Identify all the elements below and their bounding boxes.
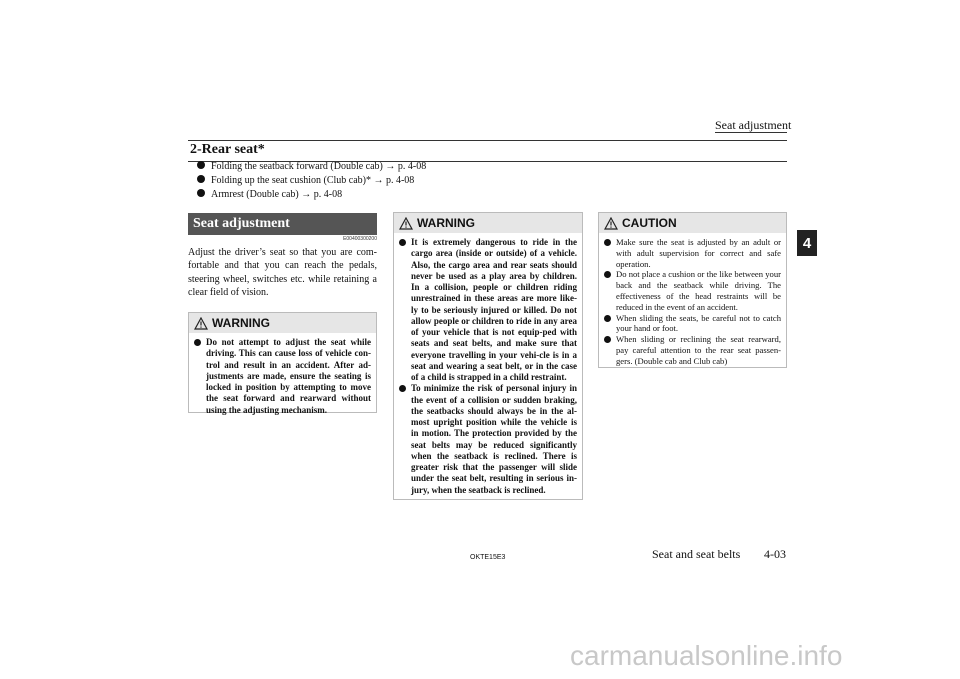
section-heading-text: 2-Rear seat*: [190, 142, 265, 157]
warning-body: [189, 333, 376, 420]
footer-section: Seat and seat belts: [652, 547, 741, 561]
bullet-icon: [604, 336, 611, 343]
warning-body: [394, 233, 582, 500]
warning-triangle-icon: [194, 317, 208, 330]
bullet-icon: [604, 315, 611, 322]
warning-triangle-icon: [399, 217, 413, 230]
section-heading: [188, 140, 787, 162]
bullet-icon: [399, 385, 406, 392]
caution-header: [599, 213, 786, 233]
warning-box-2: [393, 212, 583, 500]
bullet-item: Armrest (Double cab) → p. 4-08: [197, 188, 777, 202]
section-bullets: [197, 160, 777, 202]
warning-item: Do not attempt to adjust the seat while driving. This can cause loss of vehicle con-trol and result in an accident. After ad-justments are made, ensure the seating is locked in position by attempting to move the seat forward and rearward without using the adjusting mechanism.: [194, 337, 371, 416]
warning-label: WARNING: [417, 216, 475, 230]
caution-body: [599, 233, 786, 371]
bullet-icon: [197, 161, 205, 169]
caution-item: Do not place a cushion or the like between your back and the seatback while driving. The effectiveness of the head restraints will be reduced in the event of an accident.: [604, 269, 781, 312]
warning-item: It is extremely dangerous to ride in the cargo area (inside or outside) of a vehicle. Also, the cargo area and rear seats should never be used as a play area by children. In a collision, people or children riding unrestrained in these areas are more like-ly to be seriously injured or killed. Do not allow people or children to ride in any area of your vehicle that is not equip-ped with seats and seat belts, and make sure that everyone travelling in your vehi-cle is in a seat and wearing a seat belt, or in the case of a child is strapped in a child restraint.: [399, 237, 577, 383]
bullet-item: Folding up the seat cushion (Club cab)* → p. 4-08: [197, 174, 777, 188]
header-rule: [715, 132, 787, 133]
warning-header: [189, 313, 376, 333]
caution-triangle-icon: [604, 217, 618, 230]
caution-item: Make sure the seat is adjusted by an adult or with adult supervision for correct and safe operation.: [604, 237, 781, 269]
bullet-item: Folding the seatback forward (Double cab) → p. 4-08: [197, 160, 777, 174]
bullet-icon: [604, 271, 611, 278]
warning-label: WARNING: [212, 316, 270, 330]
intro-paragraph: Adjust the driver’s seat so that you are com-fortable and that you can reach the pedals, steering wheel, switches etc. while retaining a clear field of vision.: [188, 247, 377, 298]
caution-item: When sliding the seats, be careful not to catch your hand or foot.: [604, 313, 781, 335]
bullet-icon: [197, 189, 205, 197]
warning-box-1: [188, 312, 377, 413]
watermark: carmanualsonline.info: [570, 640, 843, 671]
caution-item: When sliding or reclining the seat rearward, pay careful attention to the rear seat passen-gers. (Double cab and Club cab): [604, 334, 781, 366]
seat-adjustment-title: Seat adjustment: [188, 213, 377, 235]
running-header: Seat adjustment: [715, 118, 792, 132]
caution-label: CAUTION: [622, 216, 677, 230]
bullet-icon: [197, 175, 205, 183]
warning-header: [394, 213, 582, 233]
section-code: E00400300200: [343, 236, 377, 242]
warning-item: To minimize the risk of personal injury in the event of a collision or sudden braking, the seatbacks should always be in the al-most upright position while the vehicle is in motion. The protection provided by the seat belts may be reduced significantly when the seatback is reclined. There is greater risk that the passenger will slide under the seat belt, resulting in serious in-jury, when the seatback is reclined.: [399, 383, 577, 496]
chapter-tab: 4: [797, 230, 817, 256]
bullet-icon: [399, 239, 406, 246]
caution-box: [598, 212, 787, 368]
bullet-icon: [194, 339, 201, 346]
footer-code: OKTE15E3: [470, 554, 506, 561]
bullet-icon: [604, 239, 611, 246]
page-number: 4-03: [764, 547, 786, 561]
